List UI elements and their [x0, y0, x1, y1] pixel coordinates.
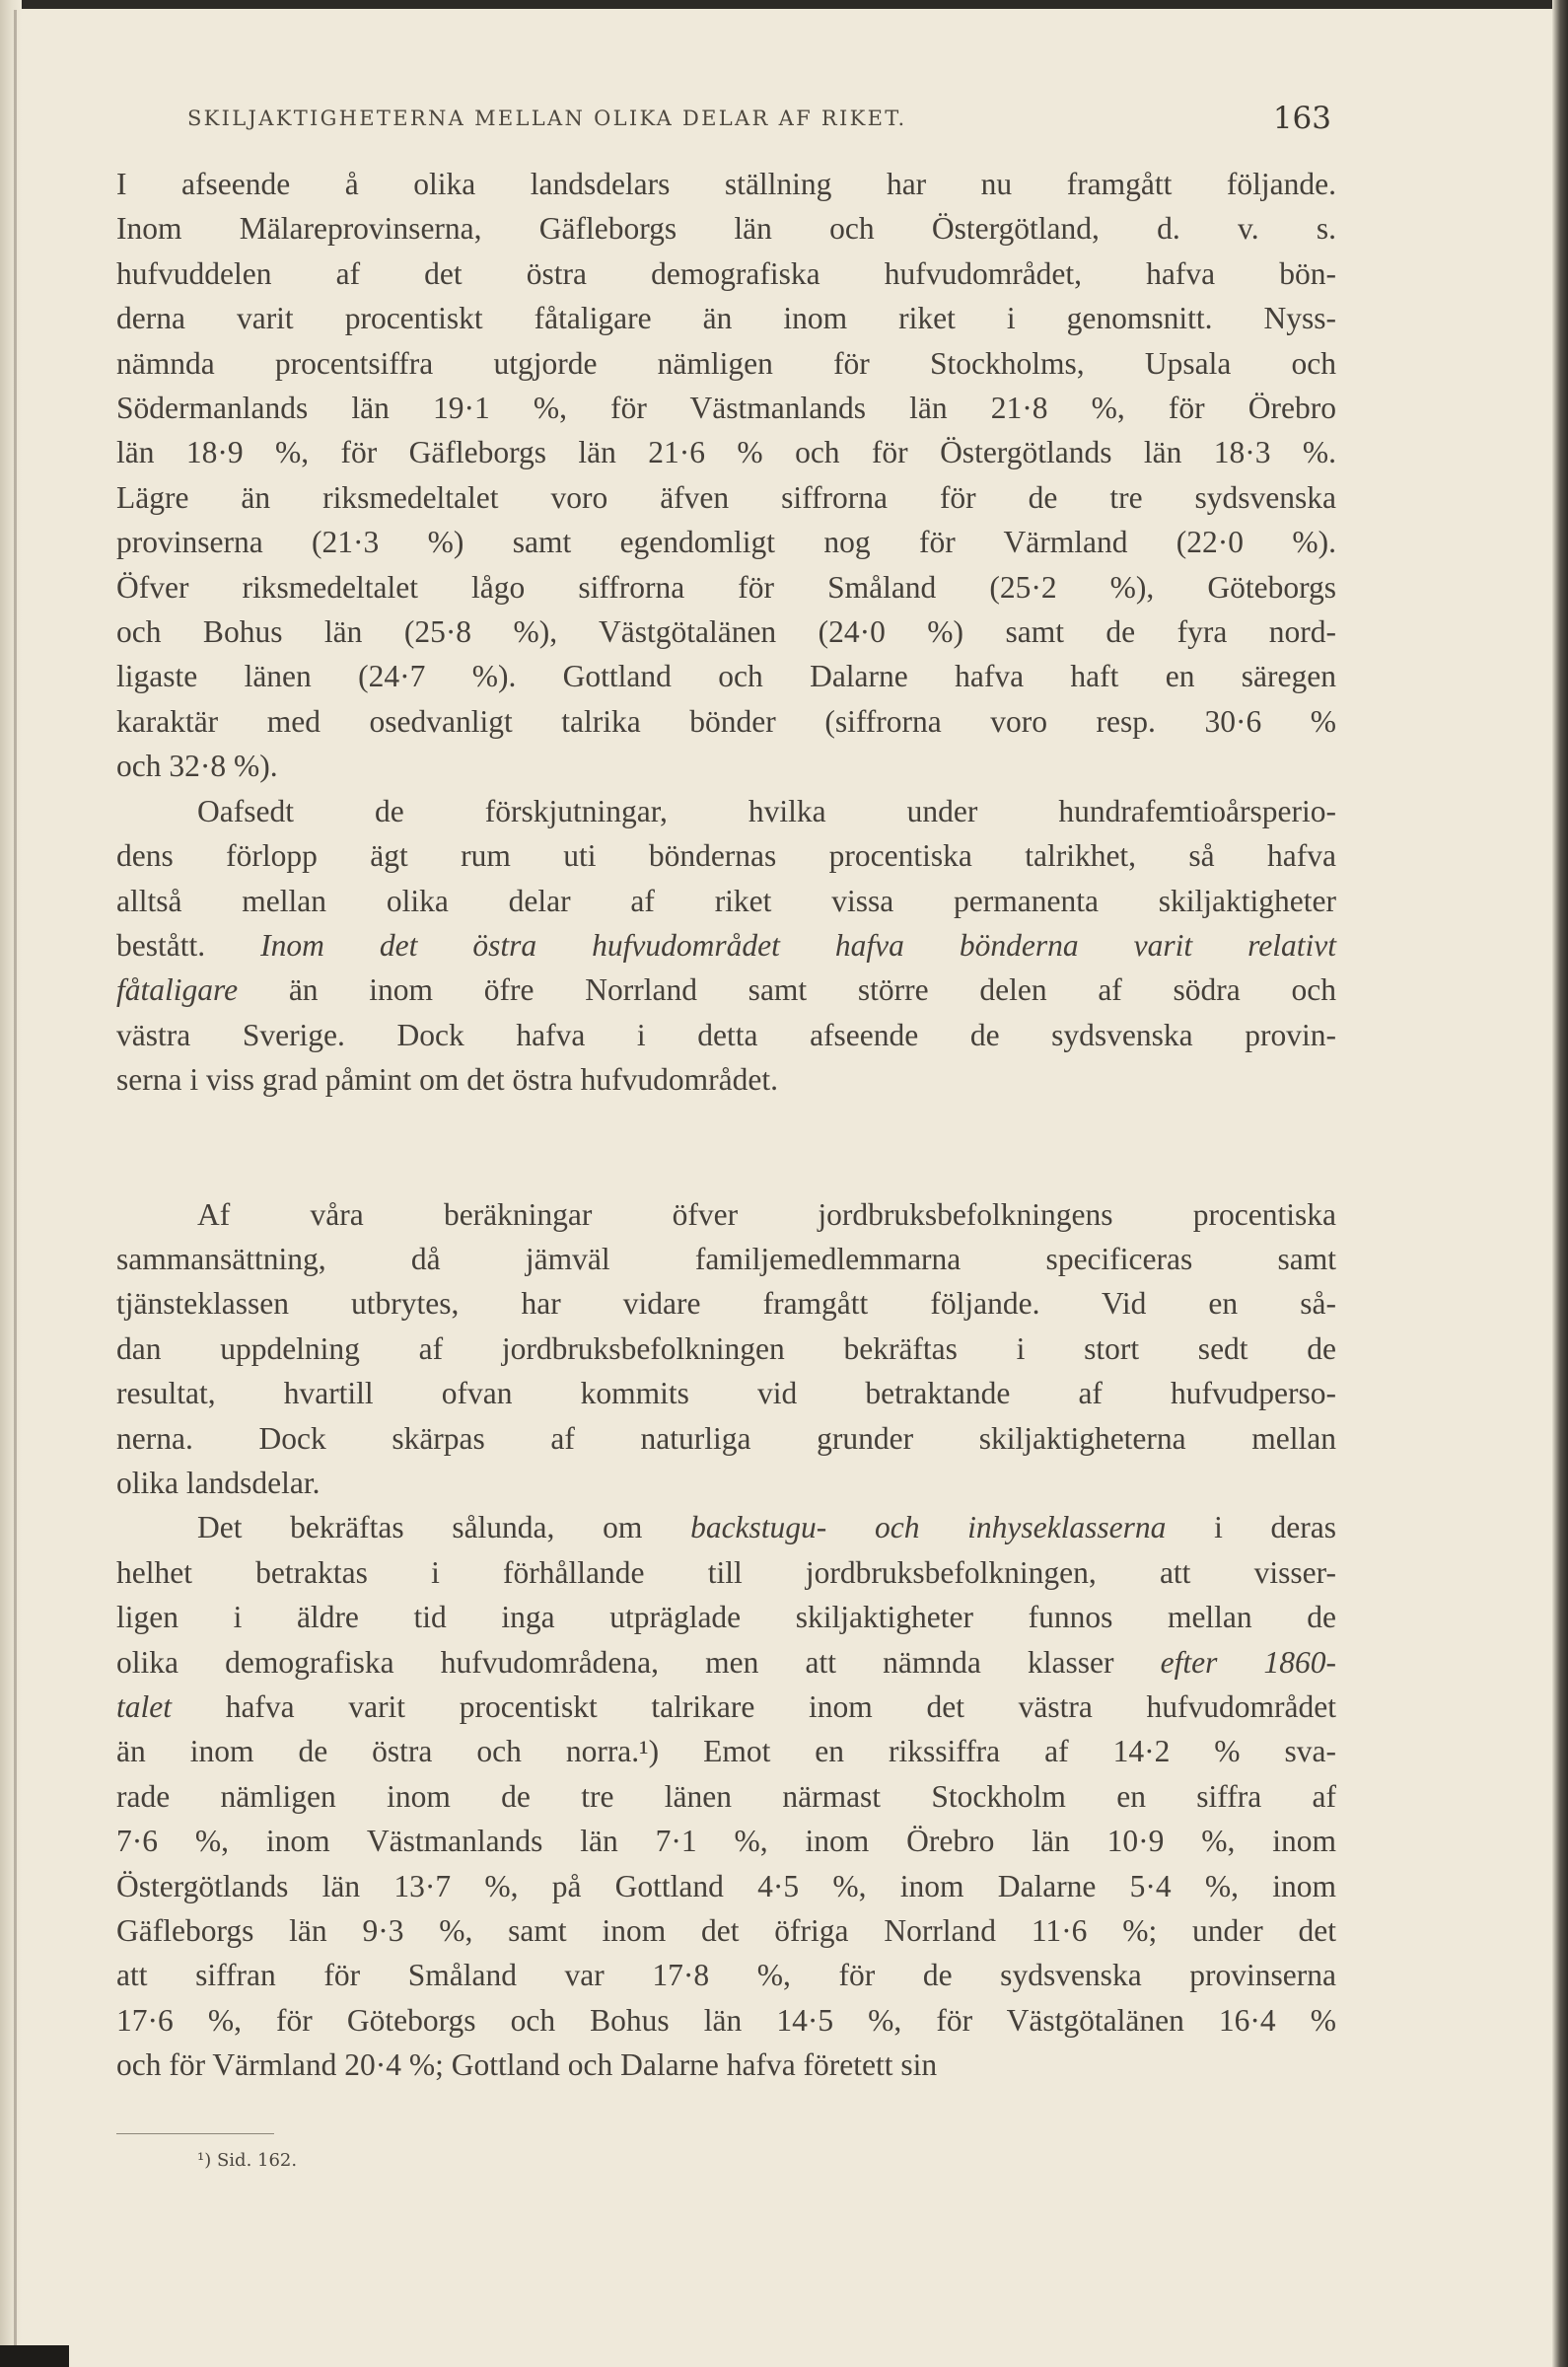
- paragraph-3: [116, 1192, 1336, 1506]
- text-line: ligaste länen (24·7 %). Gottland och Dalarne hafva haft en säregen: [116, 659, 1336, 694]
- text-line: olika landsdelar.: [116, 1465, 321, 1500]
- text-line: Södermanlands län 19·1 %, för Västmanlands län 21·8 %, för Örebro: [116, 391, 1336, 426]
- page-number: 163: [1272, 101, 1331, 136]
- text-line: 17·6 %, för Göteborgs och Bohus län 14·5 %, för Västgötalänen 16·4 %: [116, 2002, 1336, 2038]
- text-line: och Bohus län (25·8 %), Västgötalänen (24·0 %) samt de fyra nord-: [116, 614, 1336, 650]
- scan-left-edge: [0, 0, 22, 2367]
- text-line: rade nämligen inom de tre länen närmast Stockholm en siffra af: [116, 1778, 1336, 1814]
- text-line: län 18·9 %, för Gäfleborgs län 21·6 % och för Östergötlands län 18·3 %.: [116, 435, 1336, 470]
- running-title: SKILJAKTIGHETERNA MELLAN OLIKA DELAR AF RIKET.: [187, 107, 907, 130]
- paragraph-4: [116, 1505, 1336, 2087]
- text-line: resultat, hvartill ofvan kommits vid betraktande af hufvudperso-: [116, 1376, 1336, 1411]
- text-line: Inom Mälareprovinserna, Gäfleborgs län och Östergötland, d. v. s.: [116, 211, 1336, 247]
- text-line: bestått. Inom det östra hufvudområdet hafva bönderna varit relativt: [116, 927, 1336, 963]
- text-line: Det bekräftas sålunda, om backstugu- och inhyseklasserna i deras: [197, 1510, 1337, 1545]
- text-line: ligen i äldre tid inga utpräglade skiljaktigheter funnos mellan de: [116, 1600, 1336, 1635]
- text-line: I afseende å olika landsdelars ställning har nu framgått följande.: [116, 167, 1336, 201]
- text-line: Östergötlands län 13·7 %, på Gottland 4·5 %, inom Dalarne 5·4 %, inom: [116, 1868, 1336, 1903]
- scan-corner: [0, 2345, 69, 2367]
- text-line: derna varit procentiskt fåtaligare än inom riket i genomsnitt. Nyss-: [116, 301, 1336, 336]
- text-line: hufvuddelen af det östra demografiska hufvudområdet, hafva bön-: [116, 255, 1336, 291]
- footnote: ¹) Sid. 162.: [197, 2150, 298, 2171]
- text-line: nerna. Dock skärpas af naturliga grunder skiljaktigheterna mellan: [116, 1420, 1336, 1456]
- text-line: fåtaligare än inom öfre Norrland samt större delen af södra och: [116, 972, 1336, 1008]
- scan-right-edge: [1552, 0, 1568, 2367]
- text-line: 7·6 %, inom Västmanlands län 7·1 %, inom Örebro län 10·9 %, inom: [116, 1824, 1336, 1859]
- body-text: [116, 162, 1336, 2088]
- text-line: och för Värmland 20·4 %; Gottland och Dalarne hafva företett sin: [116, 2047, 938, 2083]
- text-line: provinserna (21·3 %) samt egendomligt nog för Värmland (22·0 %).: [116, 525, 1336, 560]
- footnote-separator: [116, 2133, 274, 2134]
- running-head: [187, 101, 1331, 146]
- text-line: tjänsteklassen utbrytes, har vidare framgått följande. Vid en så-: [116, 1286, 1336, 1322]
- text-line: västra Sverige. Dock hafva i detta afseende de sydsvenska provin-: [116, 1017, 1336, 1052]
- text-line: nämnda procentsiffra utgjorde nämligen för Stockholms, Upsala och: [116, 345, 1336, 381]
- paragraph-1: [116, 162, 1336, 789]
- text-line: Af våra beräkningar öfver jordbruksbefolkningens procentiska: [197, 1196, 1336, 1232]
- text-line: dens förlopp ägt rum uti böndernas procentiska talrikhet, så hafva: [116, 838, 1336, 874]
- scan-top-border: [0, 0, 1568, 9]
- text-line: olika demografiska hufvudområdena, men att nämnda klasser efter 1860-: [116, 1644, 1336, 1680]
- text-line: att siffran för Småland var 17·8 %, för de sydsvenska provinserna: [116, 1958, 1336, 1993]
- text-line: talet hafva varit procentiskt talrikare inom det västra hufvudområdet: [116, 1689, 1336, 1724]
- text-line: serna i viss grad påmint om det östra hufvudområdet.: [116, 1062, 778, 1098]
- text-line: sammansättning, då jämväl familjemedlemmarna specificeras samt: [116, 1241, 1336, 1276]
- text-line: än inom de östra och norra.¹) Emot en rikssiffra af 14·2 % sva-: [116, 1734, 1336, 1769]
- text-line: alltså mellan olika delar af riket vissa permanenta skiljaktigheter: [116, 883, 1336, 918]
- text-line: helhet betraktas i förhållande till jordbruksbefolkningen, att visser-: [116, 1554, 1336, 1590]
- text-line: karaktär med osedvanligt talrika bönder (siffrorna voro resp. 30·6 %: [116, 703, 1336, 739]
- paragraph-2: [116, 789, 1336, 1103]
- text-line: Gäfleborgs län 9·3 %, samt inom det öfriga Norrland 11·6 %; under det: [116, 1913, 1336, 1949]
- text-line: Oafsedt de förskjutningar, hvilka under hundrafemtioårsperio-: [197, 793, 1336, 828]
- text-line: Lägre än riksmedeltalet voro äfven siffrorna för de tre sydsvenska: [116, 479, 1336, 515]
- text-line: dan uppdelning af jordbruksbefolkningen bekräftas i stort sedt de: [116, 1330, 1336, 1366]
- text-line: och 32·8 %).: [116, 749, 278, 784]
- text-line: Öfver riksmedeltalet lågo siffrorna för Småland (25·2 %), Göteborgs: [116, 569, 1336, 605]
